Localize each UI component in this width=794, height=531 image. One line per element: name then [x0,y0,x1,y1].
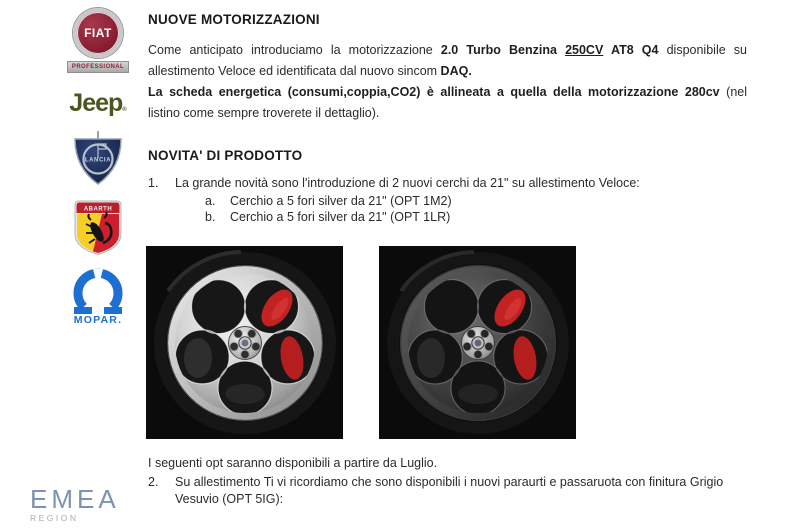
fiat-professional-banner: PROFESSIONAL [67,61,129,73]
list-item-text: Su allestimento Ti vi ricordiamo che sono disponibili i nuovi paraurti e passaruota con finitura Grigio Vesuvio (OPT 5IG): [175,475,724,506]
heading-novita-di-prodotto: NOVITA' DI PRODOTTO [148,148,303,163]
list-marker: b. [205,210,216,224]
availability-note: I seguenti opt saranno disponibili a partire da Luglio. [148,456,438,470]
emea-region-footer [30,486,120,523]
abarth-logo-text: ABARTH [83,206,113,213]
list-marker: 1. [148,176,159,190]
sub-item-text: Cerchio a 5 fori silver da 21" (OPT 1LR) [230,210,451,224]
alfa-romeo-center-cap [242,340,249,347]
lancia-logo-text: LANCIA [84,157,112,164]
text-run-bold: 2.0 Turbo Benzina [440,43,566,57]
emea-subtitle: REGION [30,513,79,523]
text-run-bold: La scheda energetica (consumi,coppia,CO2) è allineata a quella della motorizzazione 280cv [148,85,727,99]
text-run-bold-underline: 250CV [565,43,604,57]
mopar-omega-icon [63,265,133,325]
document-body [148,0,747,508]
wheel-image-silver [146,246,343,439]
sub-item-a-wheel-1m2 [205,193,747,209]
lancia-logo [68,130,128,188]
sub-item-b-wheel-1lr [205,209,747,225]
abarth-shield-icon [73,199,123,257]
jeep-wordmark: Jeep [69,89,123,117]
list-item-2-bumpers [148,474,747,508]
jeep-logo-text [69,91,126,123]
paragraph-new-engine [148,40,747,82]
lancia-shield-icon [68,130,128,188]
mopar-logo-text: MOPAR. [73,314,123,325]
text-run-bold: AT8 Q4 [603,43,659,57]
text-run: (nel listino come sempre troverete il dettaglio). [148,85,747,120]
text-run-bold: DAQ. [440,64,472,78]
sub-item-text: Cerchio a 5 fori silver da 21" (OPT 1M2) [230,194,452,208]
registered-mark-icon: ® [122,107,127,113]
abarth-logo [73,199,123,257]
alfa-romeo-center-cap [475,340,482,347]
list-marker: a. [205,194,216,208]
paragraph-energy-label [148,82,747,124]
mopar-logo [63,265,133,325]
list-item-text: La grande novità sono l'introduzione di 2 nuovi cerchi da 21" su allestimento Veloce: [175,176,640,190]
text-run: Come anticipato introduciamo la motorizzazione [148,43,441,57]
text-run: disponibile su allestimento Veloce ed identificata dal nuovo sincom [148,43,748,78]
fiat-professional-logo [67,8,129,73]
heading-nuove-motorizzazioni: NUOVE MOTORIZZAZIONI [148,12,320,27]
list-marker: 2. [148,475,159,489]
wheel-images-row [146,246,747,439]
fiat-badge-icon [73,8,123,58]
fiat-logo-text: FIAT [84,26,112,40]
jeep-logo [69,91,126,123]
emea-title: EMEA [30,484,120,514]
wheel-image-dark [379,246,576,439]
list-item-1-wheels [148,174,747,225]
